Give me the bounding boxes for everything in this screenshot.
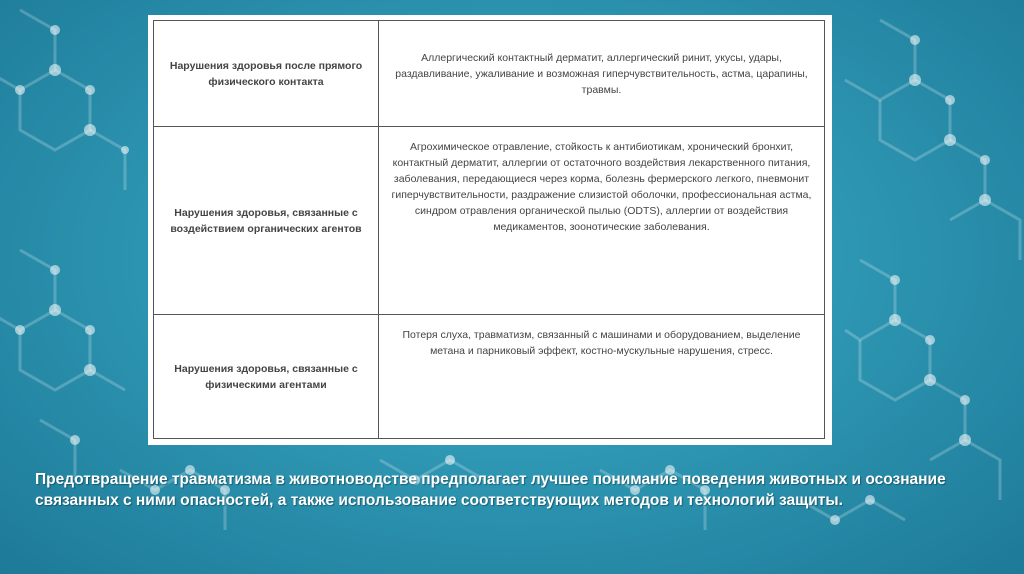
table-row (154, 315, 825, 439)
table-row (154, 21, 825, 127)
health-disorders-table (153, 20, 825, 439)
row-label: Нарушения здоровья, связанные с воздействием органических агентов (154, 127, 379, 315)
row-text: Агрохимическое отравление, стойкость к антибиотикам, хронический бронхит, контактный дерматит, аллергии от остаточного воздействия лекарственного питания, заболевания, передающиеся через корма, болезнь фермерского легкого, пневмонит гиперчувствительности, раздражение слизистой оболочки, профессиональная астма, синдром отравления органической пылью (ODTS), аллергии от воздействия медикаментов, зоонотические заболевания. (379, 127, 825, 315)
slide-caption: Предотвращение травматизма в животноводстве предполагает лучшее понимание поведения животных и осознание связанных с ними опасностей, а также использование соответствующих методов и технологий защиты. (35, 471, 946, 509)
row-label: Нарушения здоровья, связанные с физическими агентами (154, 315, 379, 439)
table-panel (148, 15, 832, 445)
row-text: Потеря слуха, травматизм, связанный с машинами и оборудованием, выделение метана и парниковый эффект, костно-мускульные нарушения, стресс. (379, 315, 825, 439)
table-row (154, 127, 825, 315)
row-label: Нарушения здоровья после прямого физического контакта (154, 21, 379, 127)
row-text: Аллергический контактный дерматит, аллергический ринит, укусы, удары, раздавливание, ужаливание и возможная гиперчувствительность, астма, царапины, травмы. (379, 21, 825, 127)
